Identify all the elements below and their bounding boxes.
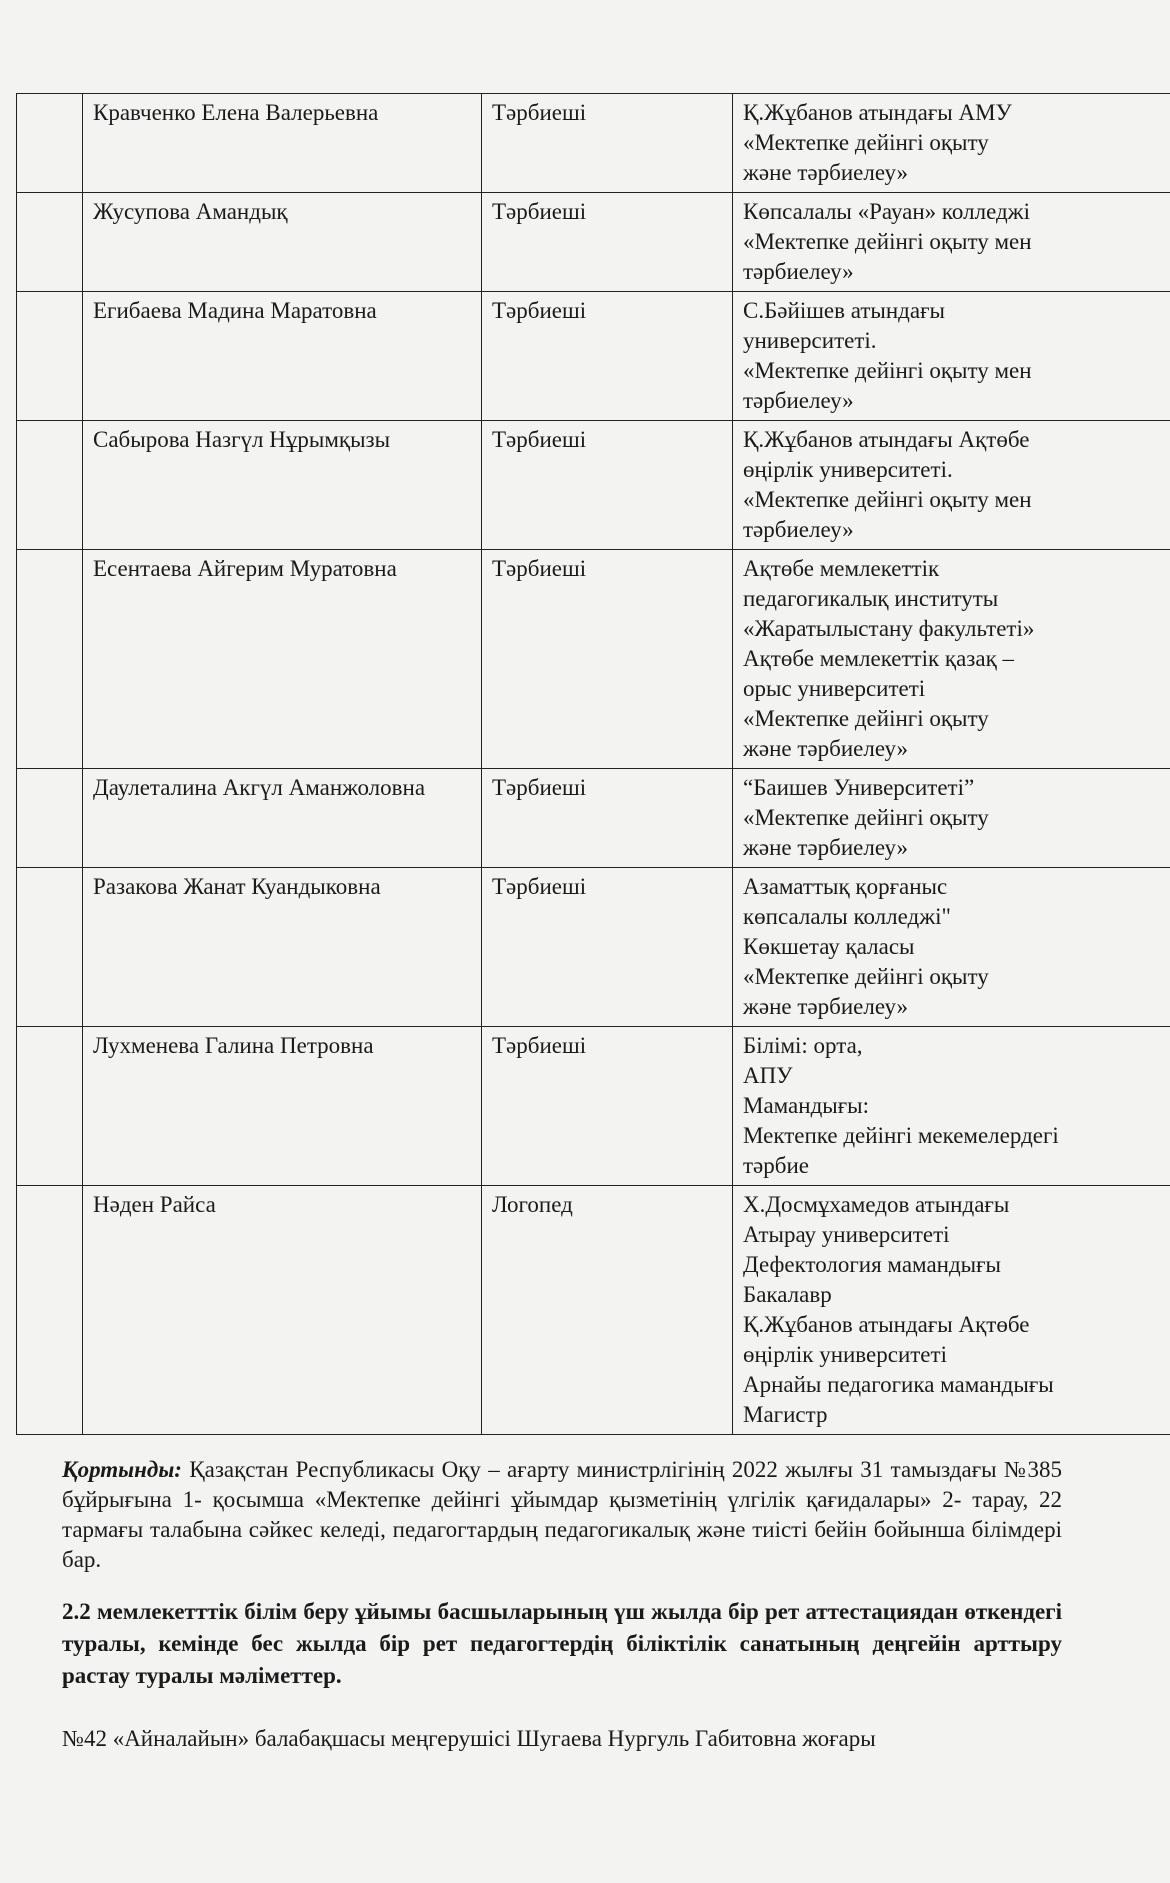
education-line: «Мектепке дейінгі оқыту мен <box>743 229 1032 254</box>
education-line: Мектепке дейінгі мекемелердегі <box>743 1123 1059 1148</box>
table-row <box>17 94 1170 193</box>
education-line: АПУ <box>743 1063 793 1088</box>
position-cell: Тәрбиеші <box>482 421 733 550</box>
education-line: тәрбиелеу» <box>743 259 854 284</box>
education-line: өңірлік университеті. <box>743 457 953 482</box>
education-line: С.Бәйішев атындағы <box>743 298 945 323</box>
row-number-cell <box>17 769 83 868</box>
education-line: Қ.Жұбанов атындағы Ақтөбе <box>743 1312 1030 1337</box>
table-row <box>17 769 1170 868</box>
employee-name-cell: Даулеталина Акгүл Аманжоловна <box>83 769 482 868</box>
education-line: Дефектология мамандығы <box>743 1252 1001 1277</box>
table-row <box>17 421 1170 550</box>
employee-name-cell: Лухменева Галина Петровна <box>83 1027 482 1186</box>
row-number-cell <box>17 550 83 769</box>
education-line: және тәрбиелеу» <box>743 736 909 761</box>
table-row <box>17 550 1170 769</box>
employee-name-cell: Кравченко Елена Валерьевна <box>83 94 482 193</box>
education-line: «Мектепке дейінгі оқыту <box>743 130 989 155</box>
employee-name-cell: Есентаева Айгерим Муратовна <box>83 550 482 769</box>
education-cell <box>733 550 1170 769</box>
education-line: Ақтөбе мемлекеттік <box>743 556 940 581</box>
education-line: Магистр <box>743 1402 828 1427</box>
table-row <box>17 1186 1170 1435</box>
education-line: және тәрбиелеу» <box>743 835 909 860</box>
row-number-cell <box>17 1027 83 1186</box>
education-line: «Мектепке дейінгі оқыту мен <box>743 358 1032 383</box>
education-cell <box>733 1186 1170 1435</box>
table-row <box>17 1027 1170 1186</box>
education-line: Көпсалалы «Рауан» колледжі <box>743 199 1030 224</box>
conclusion-paragraph <box>62 1455 1062 1575</box>
education-line: тәрбиелеу» <box>743 388 854 413</box>
row-number-cell <box>17 193 83 292</box>
education-line: «Жаратылыстану факультеті» <box>743 616 1035 641</box>
education-line: Қ.Жұбанов атындағы АМУ <box>743 100 1012 125</box>
education-line: педагогикалық институты <box>743 586 999 611</box>
education-line: Арнайы педагогика мамандығы <box>743 1372 1054 1397</box>
education-cell <box>733 769 1170 868</box>
education-line: және тәрбиелеу» <box>743 160 909 185</box>
table-row <box>17 193 1170 292</box>
education-line: өңірлік университеті <box>743 1342 947 1367</box>
position-cell: Тәрбиеші <box>482 868 733 1027</box>
education-cell <box>733 1027 1170 1186</box>
education-line: “Баишев Университеті” <box>743 775 975 800</box>
education-line: Бакалавр <box>743 1282 832 1307</box>
education-line: Мамандығы: <box>743 1093 870 1118</box>
education-line: Қ.Жұбанов атындағы Ақтөбе <box>743 427 1030 452</box>
education-cell <box>733 94 1170 193</box>
education-line: Білімі: орта, <box>743 1033 863 1058</box>
education-line: Көкшетау қаласы <box>743 934 915 959</box>
row-number-cell <box>17 292 83 421</box>
employee-name-cell: Жусупова Амандық <box>83 193 482 292</box>
education-line: Ақтөбе мемлекеттік қазақ – <box>743 646 1015 671</box>
education-line: Х.Досмұхамедов атындағы <box>743 1192 1010 1217</box>
education-line: Азаматтық қорғаныс <box>743 874 948 899</box>
section-heading: 2.2 мемлекетттік білім беру ұйымы басшыларының үш жылда бір рет аттестациядан өткендегі туралы, кемінде бес жылда бір рет педагогтердің біліктілік санатының деңгейін арттыру растау туралы мәліметтер. <box>62 1599 1062 1688</box>
table-row <box>17 292 1170 421</box>
position-cell: Тәрбиеші <box>482 769 733 868</box>
education-line: Атырау университеті <box>743 1222 950 1247</box>
education-cell <box>733 193 1170 292</box>
education-line: және тәрбиелеу» <box>743 994 909 1019</box>
education-line: «Мектепке дейінгі оқыту <box>743 964 989 989</box>
education-cell <box>733 292 1170 421</box>
staff-table-body <box>17 94 1170 1435</box>
position-cell: Тәрбиеші <box>482 193 733 292</box>
education-line: «Мектепке дейінгі оқыту <box>743 805 989 830</box>
position-cell: Тәрбиеші <box>482 292 733 421</box>
education-line: «Мектепке дейінгі оқыту <box>743 706 989 731</box>
conclusion-lead: Қортынды: <box>62 1457 182 1482</box>
education-line: университеті. <box>743 328 877 353</box>
conclusion-text: Қазақстан Республикасы Оқу – ағарту министрлігінің 2022 жылғы 31 тамыздағы №385 бұйрығына 1- қосымша «Мектепке дейінгі ұйымдар қызметінің үлгілік қағидалары» 2- тарау, 22 тармағы талабына сәйкес келеді, педагогтардың педагогикалық және тиісті бейін бойынша білімдері бар. <box>62 1457 1062 1572</box>
row-number-cell <box>17 421 83 550</box>
education-line: «Мектепке дейінгі оқыту мен <box>743 487 1032 512</box>
employee-name-cell: Разакова Жанат Куандыковна <box>83 868 482 1027</box>
employee-name-cell: Сабырова Назгүл Нұрымқызы <box>83 421 482 550</box>
position-cell: Тәрбиеші <box>482 1027 733 1186</box>
row-number-cell <box>17 94 83 193</box>
education-line: орыс университеті <box>743 676 926 701</box>
body-text-line: №42 «Айналайын» балабақшасы меңгерушісі Шугаева Нургуль Габитовна жоғары <box>62 1726 876 1751</box>
education-cell <box>733 868 1170 1027</box>
education-cell <box>733 421 1170 550</box>
position-cell: Тәрбиеші <box>482 550 733 769</box>
education-line: тәрбиелеу» <box>743 517 854 542</box>
employee-name-cell: Егибаева Мадина Маратовна <box>83 292 482 421</box>
education-line: көпсалалы колледжі" <box>743 904 951 929</box>
position-cell: Тәрбиеші <box>482 94 733 193</box>
employee-name-cell: Нәден Райса <box>83 1186 482 1435</box>
position-cell: Логопед <box>482 1186 733 1435</box>
staff-table <box>16 93 1170 1435</box>
table-row <box>17 868 1170 1027</box>
education-line: тәрбие <box>743 1153 809 1178</box>
row-number-cell <box>17 1186 83 1435</box>
row-number-cell <box>17 868 83 1027</box>
